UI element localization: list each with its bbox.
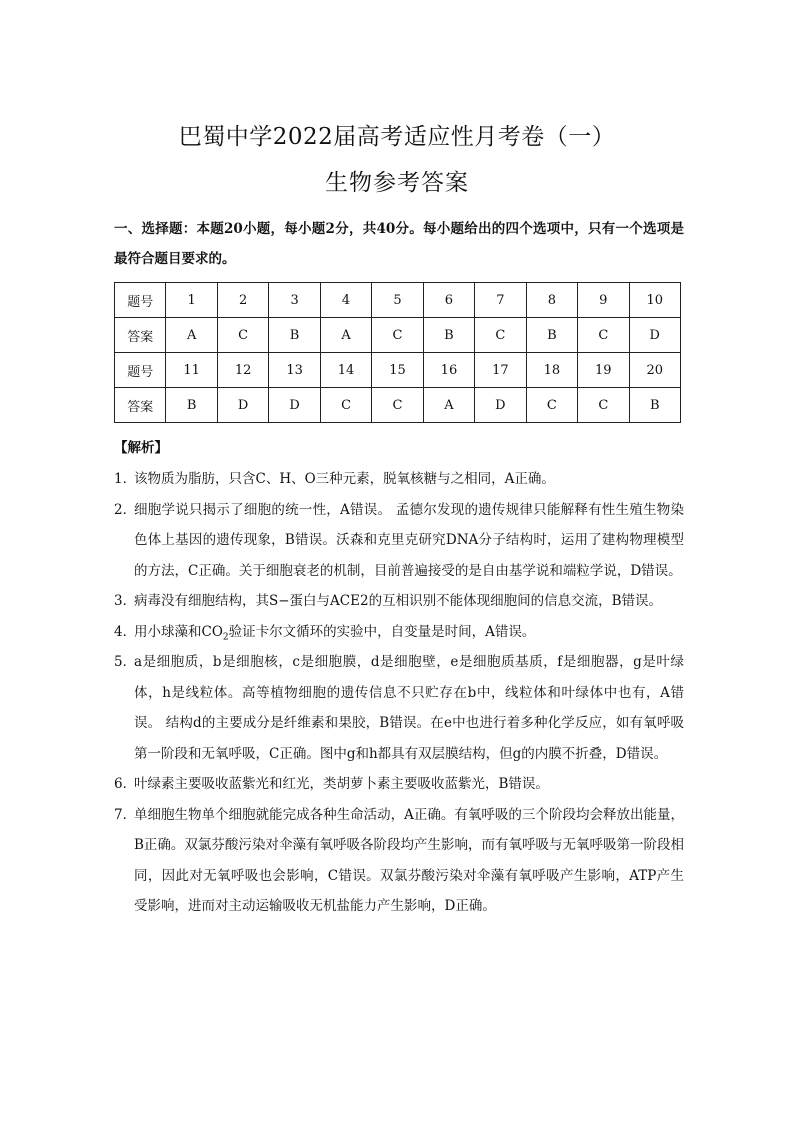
- table-cell: 12: [217, 353, 268, 388]
- table-cell: C: [217, 318, 268, 353]
- table-row: [115, 353, 681, 388]
- table-cell: C: [578, 318, 629, 353]
- table-cell: 13: [269, 353, 320, 388]
- table-cell: A: [166, 318, 217, 353]
- item-text: [134, 617, 684, 648]
- section-intro: 一、选择题：本题20小题，每小题2分，共40分。每小题给出的四个选项中，只有一个选项是最符合题目要求的。: [114, 221, 684, 267]
- analysis-heading: 【解析】: [114, 440, 168, 456]
- item-number: 7．: [114, 806, 137, 823]
- item-number: 5．: [114, 654, 137, 670]
- table-cell: 16: [423, 353, 474, 388]
- table-cell: B: [166, 388, 217, 423]
- table-cell: C: [372, 388, 423, 423]
- table-cell: 7: [475, 283, 526, 318]
- table-cell: C: [578, 388, 629, 423]
- list-item: [114, 586, 684, 617]
- item-number: 1．: [114, 471, 137, 487]
- table-row: [115, 318, 681, 353]
- table-cell: 5: [372, 283, 423, 318]
- item-number: 6．: [114, 776, 137, 792]
- table-cell: 4: [320, 283, 371, 318]
- list-item: [114, 617, 684, 648]
- table-cell: 15: [372, 353, 423, 388]
- item-text: 该物质为脂肪，只含C、H、O三种元素，脱氧核糖与之相同，A正确。: [134, 471, 555, 487]
- list-item: [114, 800, 684, 922]
- item-text: a是细胞质，b是细胞核，c是细胞膜，d是细胞壁，e是细胞质基质，f是细胞器，g是叶绿体，h是线粒体。高等植物细胞的遗传信息不只贮存在b中，线粒体和叶绿体中也有，A错误。 结构d的主要成分是纤维素和果胶，B错误。在e中也进行着多种化学反应，如有氧呼吸第一阶段和无氧呼吸，C正确。图中g和h都具有双层膜结构，但g的内膜不折叠，D错误。: [134, 654, 684, 762]
- table-cell: A: [320, 318, 371, 353]
- table-cell: D: [217, 388, 268, 423]
- table-cell: 18: [526, 353, 577, 388]
- page-title: 巴蜀中学2022届高考适应性月考卷（一）: [178, 124, 616, 150]
- header-cell: 答案: [115, 318, 166, 353]
- item-number: 4．: [114, 623, 137, 640]
- item-text-part: 用小球藻和CO: [134, 623, 223, 640]
- table-cell: 20: [629, 353, 680, 388]
- item-text: 单细胞生物单个细胞就能完成各种生命活动，A正确。有氧呼吸的三个阶段均会释放出能量，B正确。双氯芬酸污染对伞藻有氧呼吸各阶段均产生影响，而有氧呼吸与无氧呼吸第一阶段相同，因此对无氧呼吸也会影响，C错误。双氯芬酸污染对伞藻有氧呼吸产生影响，ATP产生受影响，进而对主动运输吸收无机盐能力产生影响，D正确。: [134, 806, 684, 914]
- table-cell: 3: [269, 283, 320, 318]
- table-cell: D: [475, 388, 526, 423]
- list-item: [114, 647, 684, 769]
- table-cell: 6: [423, 283, 474, 318]
- table-cell: 9: [578, 283, 629, 318]
- item-number: 2．: [114, 501, 137, 518]
- table-cell: 11: [166, 353, 217, 388]
- table-row: [115, 388, 681, 423]
- table-cell: 2: [217, 283, 268, 318]
- table-row: [115, 283, 681, 318]
- table-cell: C: [372, 318, 423, 353]
- item-text: 细胞学说只揭示了细胞的统一性，A错误。 孟德尔发现的遗传规律只能解释有性生殖生物染色体上基因的遗传现象，B错误。沃森和克里克研究DNA分子结构时，运用了建构物理模型的方法，C正确。关于细胞衰老的机制，目前普遍接受的是自由基学说和端粒学说，D错误。: [134, 501, 684, 579]
- header-cell: 答案: [115, 388, 166, 423]
- item-text-part: 验证卡尔文循环的实验中，自变量是时间，A错误。: [228, 623, 536, 640]
- analysis-list: [114, 464, 684, 922]
- header-cell: 题号: [115, 283, 166, 318]
- header-cell: 题号: [115, 353, 166, 388]
- table-cell: 19: [578, 353, 629, 388]
- table-cell: 17: [475, 353, 526, 388]
- table-cell: C: [475, 318, 526, 353]
- table-cell: B: [423, 318, 474, 353]
- list-item: [114, 769, 684, 800]
- item-text: 病毒没有细胞结构，其S−蛋白与ACE2的互相识别不能体现细胞间的信息交流，B错误。: [134, 593, 663, 609]
- list-item: [114, 495, 684, 587]
- table-cell: B: [629, 388, 680, 423]
- table-cell: D: [269, 388, 320, 423]
- table-cell: A: [423, 388, 474, 423]
- answer-table: [114, 282, 681, 423]
- table-cell: C: [320, 388, 371, 423]
- subscript: 2: [222, 632, 229, 643]
- table-cell: 8: [526, 283, 577, 318]
- page-subtitle: 生物参考答案: [325, 170, 469, 196]
- item-number: 3．: [114, 593, 137, 609]
- table-cell: 10: [629, 283, 680, 318]
- table-cell: C: [526, 388, 577, 423]
- table-cell: B: [269, 318, 320, 353]
- table-cell: 14: [320, 353, 371, 388]
- item-text: 叶绿素主要吸收蓝紫光和红光，类胡萝卜素主要吸收蓝紫光，B错误。: [134, 776, 549, 792]
- table-cell: D: [629, 318, 680, 353]
- table-cell: 1: [166, 283, 217, 318]
- list-item: [114, 464, 684, 495]
- table-cell: B: [526, 318, 577, 353]
